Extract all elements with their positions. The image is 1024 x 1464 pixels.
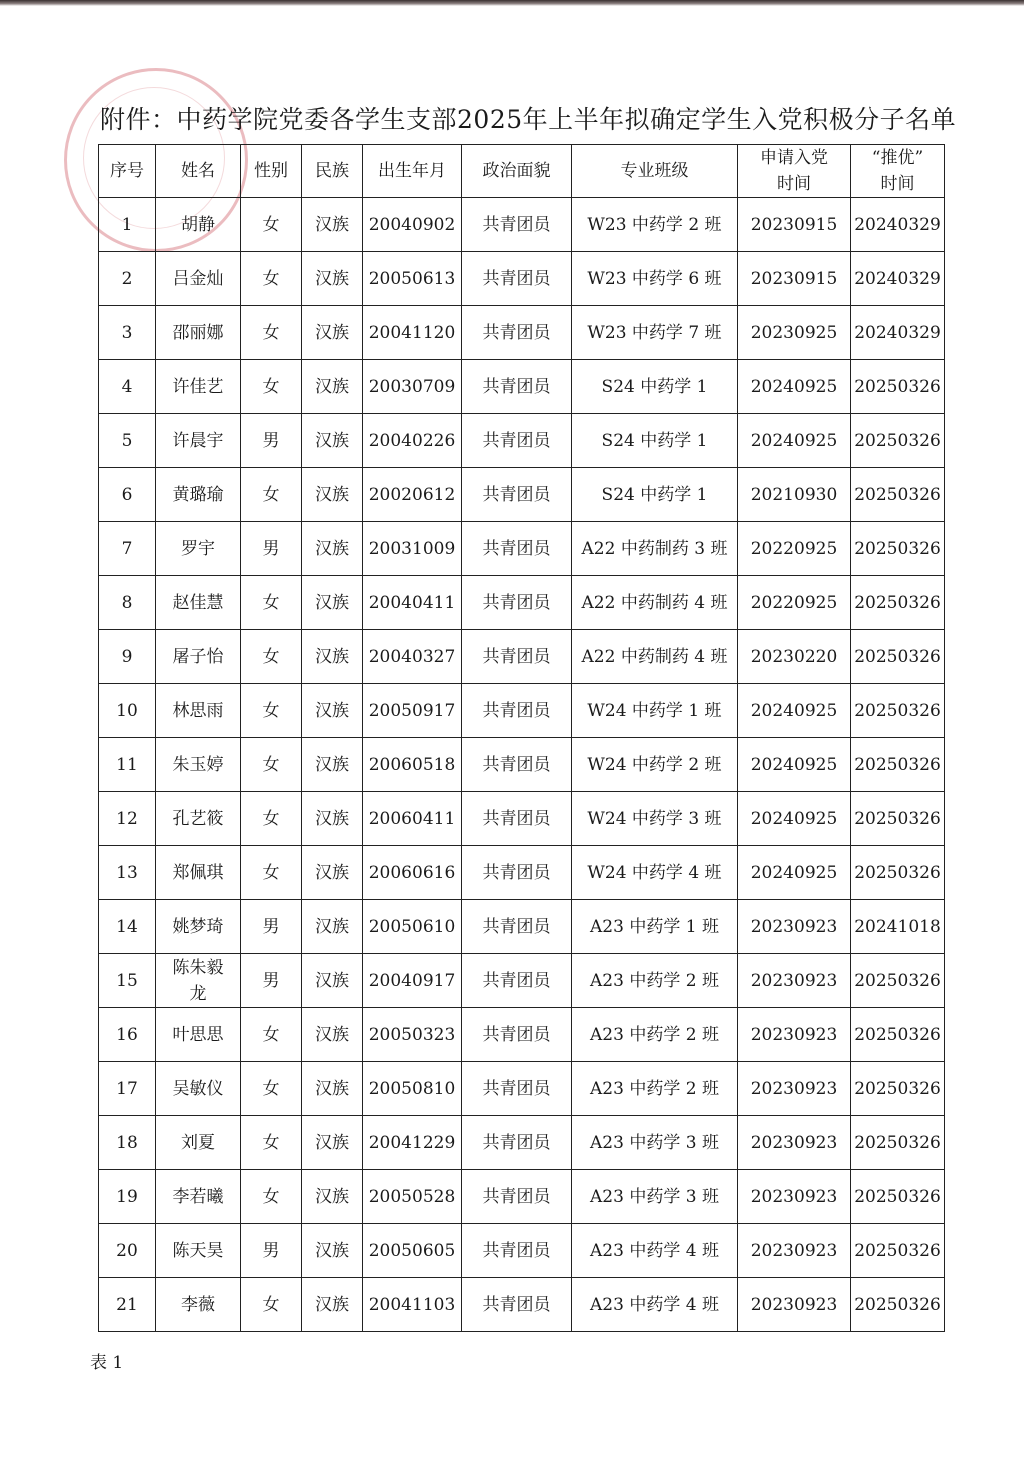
table-row [99,522,945,576]
cell-application-date: 20230923 [738,1062,851,1116]
cell-birth-date: 20040902 [363,198,462,252]
cell-recommendation-date: 20250326 [851,414,945,468]
cell-ethnicity: 汉族 [302,630,363,684]
header-ethnicity [302,145,363,198]
header-birth-date [363,145,462,198]
cell-recommendation-date: 20250326 [851,1170,945,1224]
cell-index: 12 [99,792,156,846]
table-row [99,1116,945,1170]
cell-recommendation-date: 20250326 [851,792,945,846]
cell-ethnicity: 汉族 [302,414,363,468]
cell-gender: 女 [241,1008,302,1062]
cell-ethnicity: 汉族 [302,1062,363,1116]
cell-birth-date: 20040411 [363,576,462,630]
cell-name: 陈朱毅 龙 [156,954,241,1008]
cell-ethnicity: 汉族 [302,900,363,954]
cell-index: 3 [99,306,156,360]
cell-major-class: W24 中药学 4 班 [572,846,738,900]
cell-index: 9 [99,630,156,684]
table-row [99,576,945,630]
cell-political-status: 共青团员 [462,1008,572,1062]
table-row [99,846,945,900]
cell-name: 邵丽娜 [156,306,241,360]
cell-major-class: A23 中药学 4 班 [572,1224,738,1278]
cell-political-status: 共青团员 [462,792,572,846]
cell-gender: 女 [241,468,302,522]
header-row [99,145,945,198]
cell-birth-date: 20040226 [363,414,462,468]
activist-roster-table [98,144,945,1332]
table-row [99,1008,945,1062]
cell-ethnicity: 汉族 [302,846,363,900]
cell-major-class: A23 中药学 3 班 [572,1170,738,1224]
cell-index: 16 [99,1008,156,1062]
cell-gender: 男 [241,900,302,954]
cell-gender: 女 [241,1278,302,1332]
cell-political-status: 共青团员 [462,1224,572,1278]
cell-index: 21 [99,1278,156,1332]
cell-gender: 女 [241,252,302,306]
cell-major-class: W23 中药学 2 班 [572,198,738,252]
cell-gender: 女 [241,846,302,900]
header-major-class [572,145,738,198]
cell-index: 10 [99,684,156,738]
cell-birth-date: 20050810 [363,1062,462,1116]
cell-gender: 女 [241,576,302,630]
cell-application-date: 20230923 [738,1008,851,1062]
cell-recommendation-date: 20250326 [851,1224,945,1278]
table-row [99,1278,945,1332]
cell-application-date: 20220925 [738,576,851,630]
cell-index: 18 [99,1116,156,1170]
cell-political-status: 共青团员 [462,954,572,1008]
cell-name: 吴敏仪 [156,1062,241,1116]
cell-major-class: A23 中药学 4 班 [572,1278,738,1332]
cell-major-class: S24 中药学 1 [572,468,738,522]
table-row [99,630,945,684]
cell-political-status: 共青团员 [462,846,572,900]
table-row [99,684,945,738]
cell-name: 许佳艺 [156,360,241,414]
header-label: 姓名 [181,161,215,181]
cell-application-date: 20230923 [738,1116,851,1170]
cell-recommendation-date: 20250326 [851,1008,945,1062]
cell-gender: 女 [241,684,302,738]
table-row [99,198,945,252]
cell-political-status: 共青团员 [462,684,572,738]
cell-name: 陈天昊 [156,1224,241,1278]
header-label: 政治面貌 [482,161,551,181]
cell-gender: 男 [241,1224,302,1278]
table-row [99,468,945,522]
cell-ethnicity: 汉族 [302,1170,363,1224]
cell-birth-date: 20040917 [363,954,462,1008]
cell-birth-date: 20060518 [363,738,462,792]
cell-application-date: 20230915 [738,198,851,252]
header-label: 出生年月 [378,161,446,181]
header-name [156,145,241,198]
header-label: 民族 [315,161,349,181]
cell-recommendation-date: 20250326 [851,1116,945,1170]
cell-ethnicity: 汉族 [302,792,363,846]
cell-major-class: A22 中药制药 4 班 [572,630,738,684]
cell-political-status: 共青团员 [462,306,572,360]
cell-application-date: 20230923 [738,1278,851,1332]
cell-index: 11 [99,738,156,792]
table-row [99,414,945,468]
cell-political-status: 共青团员 [462,1062,572,1116]
cell-political-status: 共青团员 [462,198,572,252]
cell-index: 1 [99,198,156,252]
cell-political-status: 共青团员 [462,414,572,468]
cell-political-status: 共青团员 [462,1170,572,1224]
scan-edge [0,0,1024,6]
cell-index: 4 [99,360,156,414]
cell-birth-date: 20030709 [363,360,462,414]
cell-index: 6 [99,468,156,522]
cell-index: 19 [99,1170,156,1224]
cell-birth-date: 20050323 [363,1008,462,1062]
cell-gender: 女 [241,306,302,360]
cell-name: 赵佳慧 [156,576,241,630]
cell-birth-date: 20040327 [363,630,462,684]
cell-birth-date: 20050528 [363,1170,462,1224]
header-label: 序号 [110,161,144,181]
cell-name: 姚梦琦 [156,900,241,954]
cell-gender: 女 [241,792,302,846]
cell-gender: 男 [241,522,302,576]
cell-major-class: W23 中药学 6 班 [572,252,738,306]
cell-gender: 女 [241,1116,302,1170]
document-title: 附件：中药学院党委各学生支部2025年上半年拟确定学生入党积极分子名单 [100,105,957,134]
cell-ethnicity: 汉族 [302,954,363,1008]
cell-recommendation-date: 20250326 [851,738,945,792]
cell-major-class: S24 中药学 1 [572,414,738,468]
cell-gender: 男 [241,414,302,468]
cell-name: 屠子怡 [156,630,241,684]
cell-birth-date: 20041120 [363,306,462,360]
cell-ethnicity: 汉族 [302,252,363,306]
cell-major-class: A22 中药制药 4 班 [572,576,738,630]
cell-name: 李若曦 [156,1170,241,1224]
cell-gender: 女 [241,630,302,684]
cell-application-date: 20220925 [738,522,851,576]
cell-ethnicity: 汉族 [302,738,363,792]
cell-ethnicity: 汉族 [302,1224,363,1278]
cell-name: 孔艺筱 [156,792,241,846]
cell-political-status: 共青团员 [462,576,572,630]
cell-major-class: A23 中药学 2 班 [572,1008,738,1062]
cell-index: 13 [99,846,156,900]
cell-recommendation-date: 20250326 [851,468,945,522]
cell-birth-date: 20020612 [363,468,462,522]
cell-index: 17 [99,1062,156,1116]
cell-birth-date: 20050605 [363,1224,462,1278]
cell-ethnicity: 汉族 [302,684,363,738]
cell-birth-date: 20050613 [363,252,462,306]
cell-application-date: 20240925 [738,792,851,846]
cell-recommendation-date: 20250326 [851,954,945,1008]
table-row [99,1170,945,1224]
cell-recommendation-date: 20250326 [851,522,945,576]
header-label: 性别 [254,161,288,181]
cell-index: 5 [99,414,156,468]
cell-application-date: 20240925 [738,684,851,738]
table-row [99,306,945,360]
table-row [99,252,945,306]
cell-gender: 女 [241,738,302,792]
cell-political-status: 共青团员 [462,738,572,792]
table-row [99,1062,945,1116]
header-label: 专业班级 [620,161,689,181]
cell-political-status: 共青团员 [462,1278,572,1332]
cell-recommendation-date: 20240329 [851,198,945,252]
cell-ethnicity: 汉族 [302,306,363,360]
cell-birth-date: 20060616 [363,846,462,900]
cell-name: 刘夏 [156,1116,241,1170]
cell-birth-date: 20050610 [363,900,462,954]
table-row [99,1224,945,1278]
header-index [99,145,156,198]
cell-major-class: W24 中药学 1 班 [572,684,738,738]
cell-name: 李薇 [156,1278,241,1332]
cell-recommendation-date: 20250326 [851,846,945,900]
header-label: 申请入党 时间 [760,148,828,194]
cell-major-class: W24 中药学 3 班 [572,792,738,846]
cell-recommendation-date: 20241018 [851,900,945,954]
cell-index: 20 [99,1224,156,1278]
table-row [99,360,945,414]
cell-application-date: 20230915 [738,252,851,306]
cell-name: 朱玉婷 [156,738,241,792]
cell-ethnicity: 汉族 [302,522,363,576]
cell-name: 许晨宇 [156,414,241,468]
cell-major-class: S24 中药学 1 [572,360,738,414]
table-row [99,954,945,1008]
cell-name: 叶思思 [156,1008,241,1062]
table-note: 表 1 [90,1353,124,1373]
cell-application-date: 20230923 [738,900,851,954]
cell-ethnicity: 汉族 [302,1278,363,1332]
table-row [99,792,945,846]
cell-index: 2 [99,252,156,306]
cell-index: 14 [99,900,156,954]
cell-political-status: 共青团员 [462,522,572,576]
cell-recommendation-date: 20250326 [851,630,945,684]
cell-political-status: 共青团员 [462,900,572,954]
cell-application-date: 20240925 [738,738,851,792]
cell-name: 罗宇 [156,522,241,576]
cell-application-date: 20230923 [738,1224,851,1278]
cell-name: 林思雨 [156,684,241,738]
cell-gender: 男 [241,954,302,1008]
cell-major-class: W23 中药学 7 班 [572,306,738,360]
cell-major-class: A23 中药学 1 班 [572,900,738,954]
cell-name: 胡静 [156,198,241,252]
cell-ethnicity: 汉族 [302,198,363,252]
cell-gender: 女 [241,1170,302,1224]
cell-ethnicity: 汉族 [302,360,363,414]
cell-birth-date: 20041229 [363,1116,462,1170]
cell-birth-date: 20041103 [363,1278,462,1332]
cell-recommendation-date: 20250326 [851,1062,945,1116]
cell-name: 吕金灿 [156,252,241,306]
table-row [99,900,945,954]
cell-political-status: 共青团员 [462,630,572,684]
cell-application-date: 20240925 [738,414,851,468]
cell-ethnicity: 汉族 [302,468,363,522]
cell-gender: 女 [241,1062,302,1116]
cell-ethnicity: 汉族 [302,576,363,630]
cell-major-class: W24 中药学 2 班 [572,738,738,792]
cell-major-class: A22 中药制药 3 班 [572,522,738,576]
cell-index: 7 [99,522,156,576]
header-recommendation-date [851,145,945,198]
cell-index: 15 [99,954,156,1008]
cell-name: 郑佩琪 [156,846,241,900]
cell-ethnicity: 汉族 [302,1008,363,1062]
cell-birth-date: 20050917 [363,684,462,738]
table-body [99,198,945,1332]
cell-index: 8 [99,576,156,630]
cell-political-status: 共青团员 [462,360,572,414]
header-gender [241,145,302,198]
cell-application-date: 20210930 [738,468,851,522]
table-row [99,738,945,792]
cell-major-class: A23 中药学 3 班 [572,1116,738,1170]
cell-name: 黄璐瑜 [156,468,241,522]
cell-recommendation-date: 20250326 [851,360,945,414]
cell-political-status: 共青团员 [462,252,572,306]
cell-recommendation-date: 20250326 [851,1278,945,1332]
cell-political-status: 共青团员 [462,468,572,522]
cell-recommendation-date: 20250326 [851,684,945,738]
cell-recommendation-date: 20240329 [851,252,945,306]
header-label: “推优” 时间 [871,148,924,194]
cell-application-date: 20240925 [738,846,851,900]
table-header [99,145,945,198]
cell-recommendation-date: 20250326 [851,576,945,630]
cell-application-date: 20230925 [738,306,851,360]
cell-recommendation-date: 20240329 [851,306,945,360]
header-political-status [462,145,572,198]
cell-birth-date: 20031009 [363,522,462,576]
cell-ethnicity: 汉族 [302,1116,363,1170]
cell-application-date: 20230923 [738,1170,851,1224]
cell-application-date: 20230220 [738,630,851,684]
cell-birth-date: 20060411 [363,792,462,846]
cell-major-class: A23 中药学 2 班 [572,1062,738,1116]
cell-application-date: 20240925 [738,360,851,414]
header-application-date [738,145,851,198]
cell-application-date: 20230923 [738,954,851,1008]
cell-major-class: A23 中药学 2 班 [572,954,738,1008]
cell-political-status: 共青团员 [462,1116,572,1170]
cell-gender: 女 [241,198,302,252]
cell-gender: 女 [241,360,302,414]
